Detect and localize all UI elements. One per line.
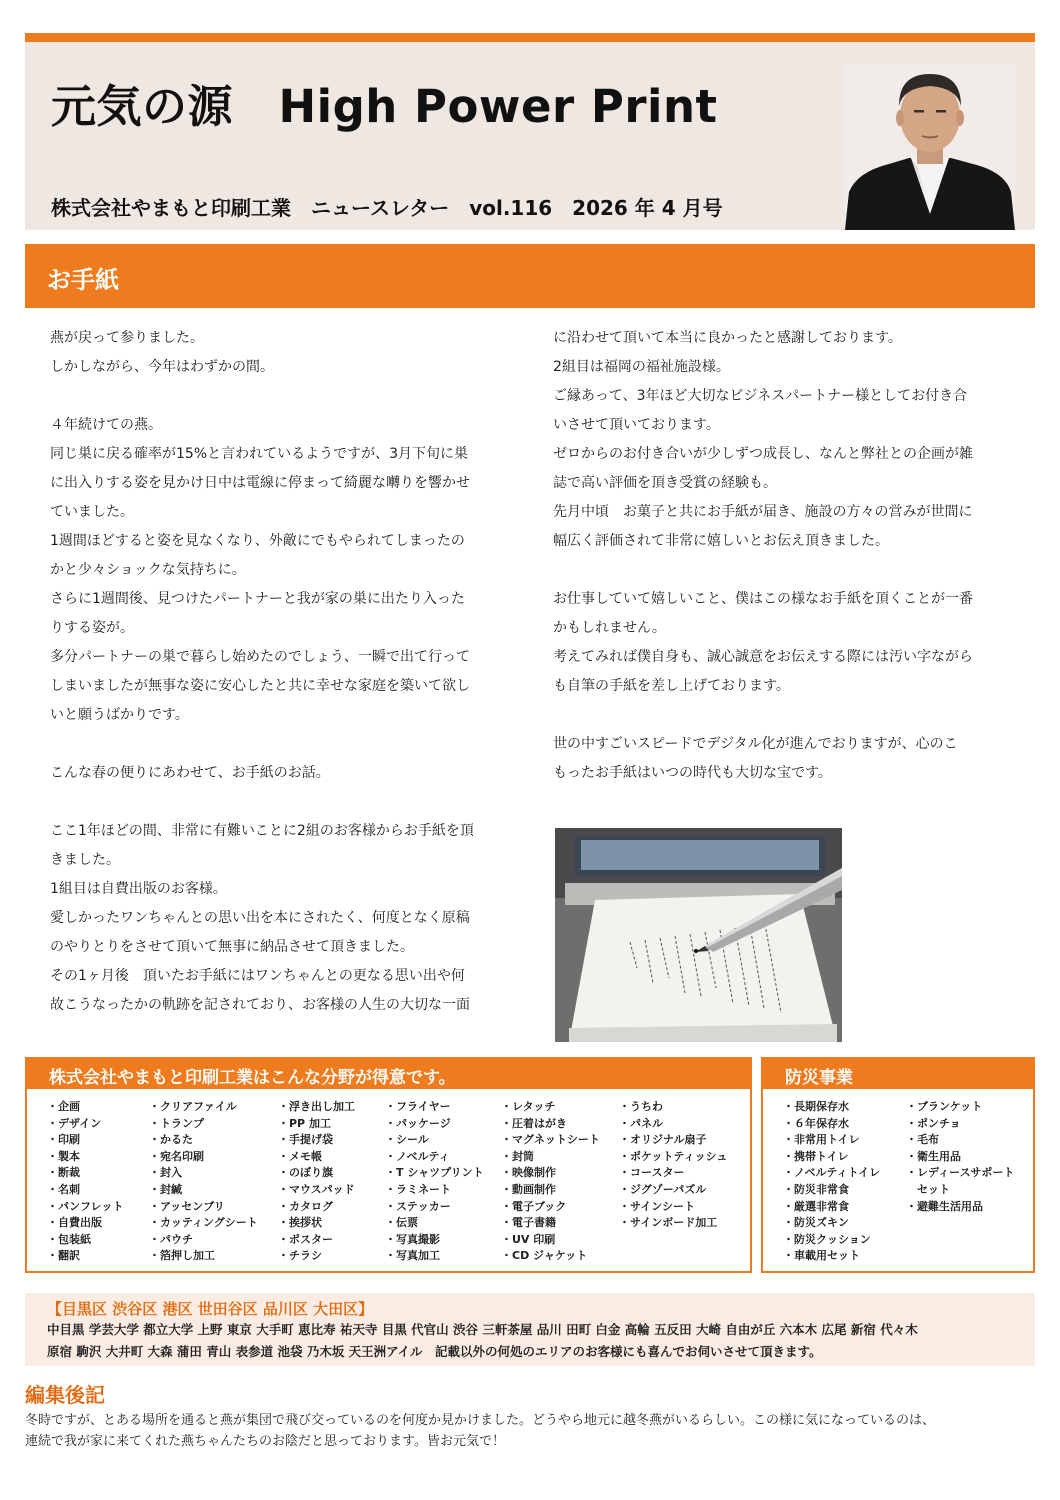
service-item: ・パネル xyxy=(619,1116,663,1130)
service-item: ・パンフレット xyxy=(47,1199,124,1213)
header xyxy=(25,42,1035,230)
services-column xyxy=(278,1099,355,1265)
service-item: ・シール xyxy=(385,1133,429,1147)
disaster-item: ・毛布 xyxy=(906,1133,939,1147)
letter-line: のやりとりをさせて頂いて無事に納品させて頂きました。 xyxy=(50,939,414,955)
disaster-column xyxy=(783,1099,880,1265)
letter-line: 燕が戻って参りました。 xyxy=(50,330,204,346)
service-item: ・チラシ xyxy=(278,1249,322,1263)
disaster-column xyxy=(906,1099,1014,1215)
services-column xyxy=(385,1099,484,1265)
letter-line: 2組目は福岡の福祉施設様。 xyxy=(553,359,730,375)
service-item: ・クリアファイル xyxy=(149,1100,237,1113)
letter-line: しかしながら、今年はわずかの間。 xyxy=(50,359,274,375)
service-item: ・名刺 xyxy=(47,1182,80,1196)
service-item: ・UV 印刷 xyxy=(501,1232,556,1246)
service-item: ・写真撮影 xyxy=(385,1232,440,1246)
disaster-box xyxy=(761,1057,1035,1273)
service-item: ・封緘 xyxy=(149,1182,182,1196)
service-item: ・製本 xyxy=(47,1149,80,1163)
disaster-item: ・長期保存水 xyxy=(783,1100,849,1113)
service-item: ・断裁 xyxy=(47,1166,80,1180)
editor-note-line: 連続で我が家に来てくれた燕ちゃんたちのお陰だと思っております。皆お元気で！ xyxy=(25,1434,505,1449)
letter-line: 考えてみれば僕自身も、誠心誠意をお伝えする際には汚い字ながら xyxy=(553,649,973,665)
disaster-item: ・ポンチョ xyxy=(906,1116,961,1130)
letter-line: しまいましたが無事な姿に安心したと共に幸せな家庭を築いて欲し xyxy=(50,678,470,694)
disaster-item: ・レディースサポート xyxy=(906,1166,1015,1180)
letter-line xyxy=(553,556,1019,585)
letter-line: 多分パートナーの巣で暮らし始めたのでしょう、一瞬で出て行って xyxy=(50,649,470,665)
service-item: ・デザイン xyxy=(47,1116,102,1130)
letter-line: 世の中すごいスピードでデジタル化が進んでおりますが、心のこ xyxy=(553,736,958,752)
letter-line: ご縁あって、3年ほど大切なビジネスパートナー様としてお付き合 xyxy=(553,388,968,404)
service-item: ・コースター xyxy=(619,1166,685,1180)
letter-line: ゼロからのお付き合いが少しずつ成長し、なんと弊社との企画が雑 xyxy=(553,446,973,462)
service-item: ・カタログ xyxy=(278,1199,333,1213)
disaster-item: ・携帯トイレ xyxy=(783,1149,849,1163)
disaster-item: ・６年保存水 xyxy=(783,1116,849,1130)
service-item: ・映像制作 xyxy=(501,1166,556,1180)
disaster-item: ・防災非常食 xyxy=(783,1182,849,1196)
services-column xyxy=(149,1099,258,1265)
letter-line xyxy=(50,382,515,411)
service-item: ・ノベルティ xyxy=(385,1149,450,1163)
letter-line: さらに1週間後、見つけたパートナーと我が家の巣に出たり入った xyxy=(50,591,465,607)
service-area-title: 【目黒区 渋谷区 港区 世田谷区 品川区 大田区】 xyxy=(47,1300,374,1318)
service-item: ・マウスパッド xyxy=(278,1182,355,1196)
service-item: ・カッティングシート xyxy=(149,1216,258,1230)
newsletter-subtitle: 株式会社やまもと印刷工業 ニュースレター vol.116 2026 年 4 月号 xyxy=(51,196,723,220)
service-item: ・電子書籍 xyxy=(501,1216,556,1230)
disaster-title: 防災事業 xyxy=(763,1059,1033,1089)
service-item: ・マグネットシート xyxy=(501,1133,600,1147)
service-item: ・ポケットティッシュ xyxy=(619,1149,728,1163)
service-item: ・圧着はがき xyxy=(501,1116,567,1130)
letter-line: ていました。 xyxy=(50,504,134,520)
service-item: ・ステッカー xyxy=(385,1199,451,1213)
letter-line xyxy=(50,730,515,759)
services-box xyxy=(25,1057,752,1273)
service-item: ・うちわ xyxy=(619,1100,663,1113)
services-title: 株式会社やまもと印刷工業はこんな分野が得意です。 xyxy=(27,1059,750,1089)
service-item: ・CD ジャケット xyxy=(501,1249,588,1263)
letter-line: 1週間ほどすると姿を見なくなり、外敵にでもやられてしまったの xyxy=(50,533,465,549)
disaster-item: ・車載用セット xyxy=(783,1249,860,1263)
service-item: ・パッケージ xyxy=(385,1116,451,1130)
disaster-item: ・衛生用品 xyxy=(906,1149,961,1163)
section-title: お手紙 xyxy=(47,266,119,294)
section-header xyxy=(25,244,1035,308)
service-item: ・宛名印刷 xyxy=(149,1149,204,1163)
service-item: ・自費出版 xyxy=(47,1216,102,1230)
disaster-item: ・防災クッション xyxy=(783,1232,871,1246)
letter-line: 先月中頃 お菓子と共にお手紙が届き、施設の方々の営みが世間に xyxy=(553,504,973,520)
letter-column-right xyxy=(553,324,1019,788)
letter-line: に沿わせて頂いて本当に良かったと感謝しております。 xyxy=(553,330,902,346)
service-item: ・レタッチ xyxy=(501,1100,556,1113)
letter-line: 幅広く評価されて非常に嬉しいとお伝え頂きました。 xyxy=(553,533,889,549)
letter-line: かと少々ショックな気持ちに。 xyxy=(50,562,246,578)
letter-line: も自筆の手紙を差し上げております。 xyxy=(553,678,790,694)
services-column xyxy=(501,1099,600,1265)
disaster-item: ・ブランケット xyxy=(906,1100,983,1113)
service-item: ・オリジナル扇子 xyxy=(619,1133,707,1147)
service-item: ・箔押し加工 xyxy=(149,1249,215,1263)
disaster-item: ・厳選非常食 xyxy=(783,1199,849,1213)
service-item: ・電子ブック xyxy=(501,1199,567,1213)
service-area-line: 中目黒 学芸大学 都立大学 上野 東京 大手町 恵比寿 祐天寺 目黒 代官山 渋谷 三軒茶屋 品川 田町 白金 高輪 五反田 大崎 自由が丘 六本木 広尾 新宿 代々木 xyxy=(47,1322,918,1337)
service-item: ・浮き出し加工 xyxy=(278,1100,355,1113)
service-item: ・包装紙 xyxy=(47,1232,91,1246)
top-accent-bar xyxy=(25,33,1035,42)
letter-line: 故こうなったかの軌跡を記されており、お客様の人生の大切な一面 xyxy=(50,997,470,1013)
service-item: ・メモ帳 xyxy=(278,1149,322,1163)
service-item: ・封入 xyxy=(149,1166,182,1180)
portrait-photo xyxy=(845,64,1015,230)
letter-line: かもしれません。 xyxy=(553,620,666,636)
service-item: ・パウチ xyxy=(149,1232,193,1246)
page-title: 元気の源 High Power Print xyxy=(51,80,718,133)
disaster-item: ・避難生活用品 xyxy=(906,1199,983,1213)
service-item: ・サインシート xyxy=(619,1199,695,1213)
letter-column-left xyxy=(50,324,515,1020)
service-area-section xyxy=(25,1293,1035,1366)
services-column xyxy=(47,1099,123,1265)
service-item: ・伝票 xyxy=(385,1216,418,1230)
service-item: ・動画制作 xyxy=(501,1182,556,1196)
service-item: ・ジグゾーパズル xyxy=(619,1182,707,1196)
service-item: ・PP 加工 xyxy=(278,1116,331,1130)
disaster-item: セット xyxy=(906,1182,950,1196)
services-column xyxy=(619,1099,727,1232)
editor-note-title: 編集後記 xyxy=(25,1383,105,1407)
service-item: ・企画 xyxy=(47,1100,80,1113)
service-item: ・写真加工 xyxy=(385,1249,440,1263)
service-item: ・フライヤー xyxy=(385,1100,451,1113)
service-item: ・トランプ xyxy=(149,1116,204,1130)
service-item: ・かるた xyxy=(149,1133,193,1147)
editor-note-text xyxy=(25,1410,1035,1452)
letter-line: に出入りする姿を見かけ日中は電線に停まって綺麗な囀りを響かせ xyxy=(50,475,470,491)
handwritten-letter-photo xyxy=(555,828,842,1042)
letter-line: 誌で高い評価を頂き受賞の経験も。 xyxy=(553,475,777,491)
letter-line: お仕事していて嬉しいこと、僕はこの様なお手紙を頂くことが一番 xyxy=(553,591,973,607)
letter-line: いさせて頂いております。 xyxy=(553,417,720,433)
letter-line: もったお手紙はいつの時代も大切な宝です。 xyxy=(553,765,832,781)
letter-line: ここ1年ほどの間、非常に有難いことに2組のお客様からお手紙を頂 xyxy=(50,823,474,839)
service-item: ・ラミネート xyxy=(385,1182,451,1196)
service-item: ・挨拶状 xyxy=(278,1216,322,1230)
letter-line xyxy=(553,701,1019,730)
letter-line xyxy=(50,788,515,817)
letter-line: きました。 xyxy=(50,852,120,868)
disaster-item: ・防災ズキン xyxy=(783,1216,849,1230)
letter-line: ４年続けての燕。 xyxy=(50,417,162,433)
letter-line: 同じ巣に戻る確率が15%と言われているようですが、3月下旬に巣 xyxy=(50,446,469,462)
service-item: ・手提げ袋 xyxy=(278,1133,333,1147)
service-item: ・印刷 xyxy=(47,1133,80,1147)
editor-note-line: 冬時ですが、とある場所を通ると燕が集団で飛び交っているのを何度か見かけました。どうやら地元に越冬燕がいるらしい。この様に気になっているのは、 xyxy=(25,1413,936,1428)
service-item: ・のぼり旗 xyxy=(278,1166,333,1180)
service-item: ・封筒 xyxy=(501,1149,534,1163)
letter-line: 愛しかったワンちゃんとの思い出を本にされたく、何度となく原稿 xyxy=(50,910,470,926)
disaster-item: ・非常用トイレ xyxy=(783,1133,860,1147)
letter-line: こんな春の便りにあわせて、お手紙のお話。 xyxy=(50,765,330,781)
letter-line: その1ヶ月後 頂いたお手紙にはワンちゃんとの更なる思い出や何 xyxy=(50,968,465,984)
letter-line: 1組目は自費出版のお客様。 xyxy=(50,881,227,897)
service-item: ・T シャツプリント xyxy=(385,1166,484,1180)
service-area-line: 原宿 駒沢 大井町 大森 蒲田 青山 表参道 池袋 乃木坂 天王洲アイル 記載以外の何処のエリアのお客様にも喜んでお伺いさせて頂きます。 xyxy=(47,1344,822,1359)
letter-line: いと願うばかりです。 xyxy=(50,707,189,723)
service-item: ・ポスター xyxy=(278,1232,333,1246)
service-item: ・サインボード加工 xyxy=(619,1216,718,1230)
letter-line: りする姿が。 xyxy=(50,620,134,636)
service-item: ・翻訳 xyxy=(47,1249,80,1263)
disaster-item: ・ノベルティトイレ xyxy=(783,1166,881,1180)
service-item: ・アッセンブリ xyxy=(149,1199,225,1213)
